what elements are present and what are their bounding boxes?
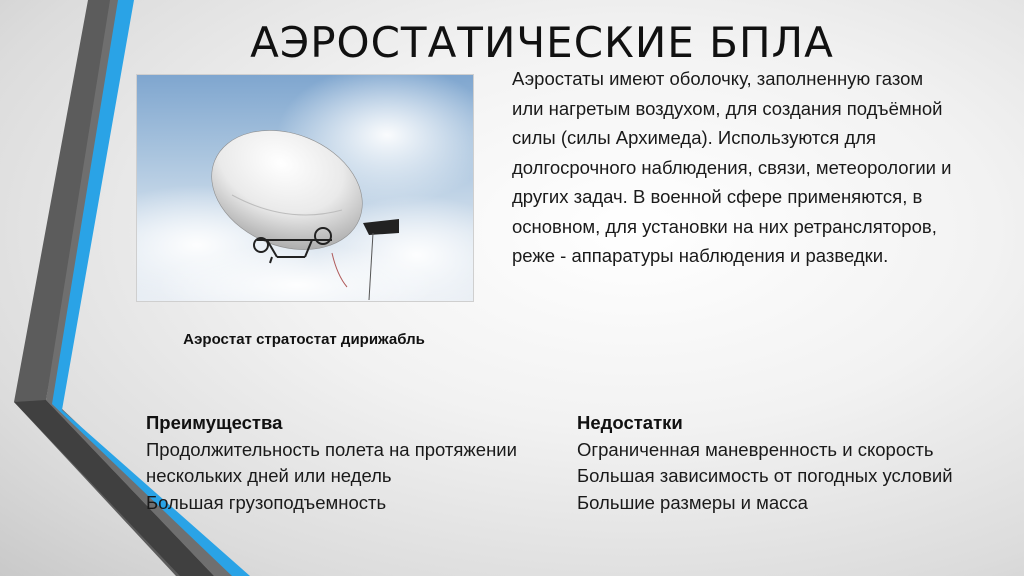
pros-item: Продолжительность полета на протяжении нескольких дней или недель [146,438,517,486]
slide-title: АЭРОСТАТИЧЕСКИЕ БПЛА [250,18,834,67]
cons-item: Большие размеры и масса [577,491,808,513]
pros-column [146,410,576,516]
pros-heading: Преимущества [146,412,283,433]
cons-item: Ограниченная маневренность и скорость [577,438,934,460]
cons-column [577,410,1017,516]
description-text: Аэростаты имеют оболочку, заполненную газом или нагретым воздухом, для создания подъёмной силы (силы Архимеда). Используются для долгосрочного наблюдения, связи, метеорологии и других задач. В военной сфере применяются, в основном, для установки на них ретрансляторов, реже - аппаратуры наблюдения и разведки. [512,68,952,266]
cons-item: Большая зависимость от погодных условий [577,465,953,486]
image-caption: Аэростат стратостат дирижабль [183,331,425,348]
cons-heading: Недостатки [577,412,683,433]
aerostat-photo [136,74,474,302]
pros-item: Большая грузоподъемность [146,491,387,513]
